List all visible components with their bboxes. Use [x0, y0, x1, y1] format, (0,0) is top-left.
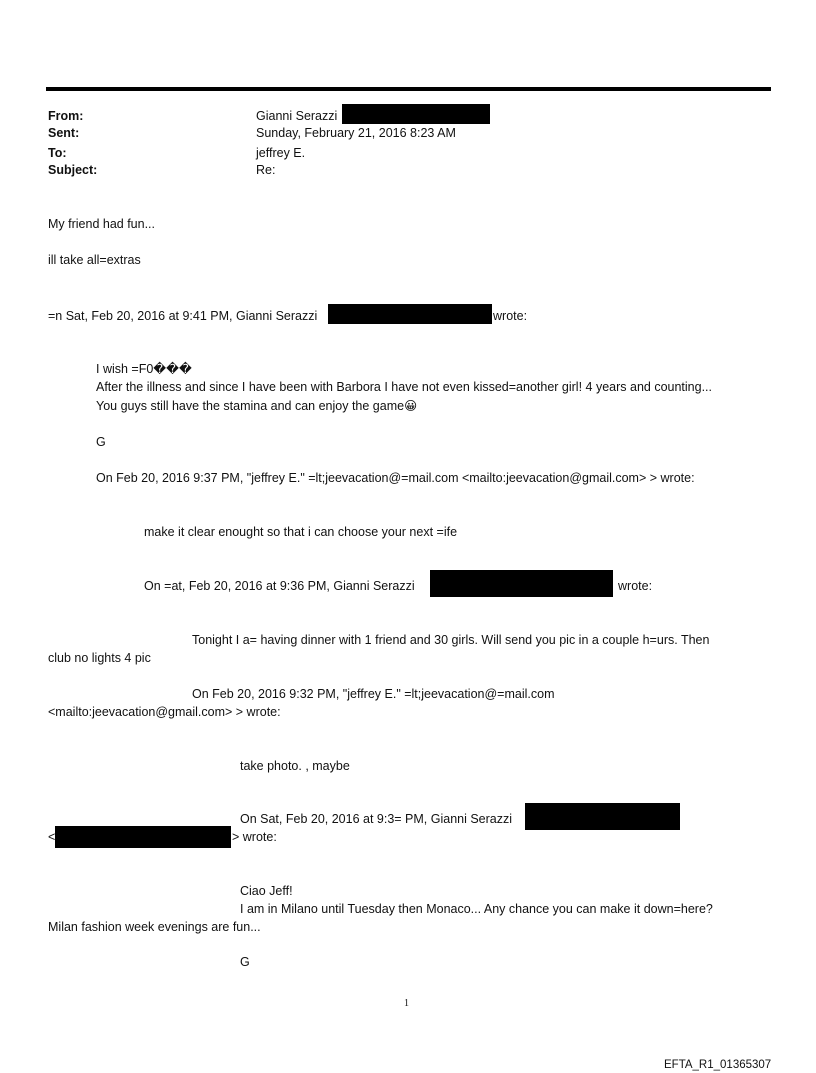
from-value: Gianni Serazzi — [256, 109, 338, 123]
quote-header: On Feb 20, 2016 9:32 PM, "jeffrey E." =lt;jeevacation@=mail.com — [192, 687, 555, 701]
signature: G — [240, 955, 250, 969]
body-line: I am in Milano until Tuesday then Monaco... Any chance you can make it down=here? — [240, 902, 713, 916]
body-line: Tonight I a= having dinner with 1 friend and 30 girls. Will send you pic in a couple h=urs. Then — [192, 633, 710, 647]
body-line: ill take all=extras — [48, 253, 141, 267]
body-line: Milan fashion week evenings are fun... — [48, 920, 261, 934]
quote-header-cont: <mailto:jeevacation@gmail.com> > wrote: — [48, 705, 281, 719]
body-line: My friend had fun... — [48, 217, 156, 231]
redaction-box — [525, 803, 680, 830]
quote-header: On Feb 20, 2016 9:37 PM, "jeffrey E." =lt;jeevacation@=mail.com <mailto:jeevacation@gmail.com> > wrote: — [96, 471, 695, 485]
body-line: I wish =F0��� — [96, 362, 192, 376]
body-line: Ciao Jeff! — [240, 884, 293, 898]
header-rule — [46, 87, 771, 91]
from-label: From: — [48, 109, 84, 123]
body-line: take photo. , maybe — [240, 759, 350, 773]
redaction-box — [328, 304, 492, 324]
subject-label: Subject: — [48, 163, 98, 177]
quote-header: =n Sat, Feb 20, 2016 at 9:41 PM, Gianni Serazzi — [48, 309, 318, 323]
quote-header: On =at, Feb 20, 2016 at 9:36 PM, Gianni Serazzi — [144, 579, 415, 593]
to-label: To: — [48, 146, 67, 160]
redaction-box — [55, 826, 231, 848]
body-line: club no lights 4 pic — [48, 651, 151, 665]
subject-value: Re: — [256, 163, 276, 177]
quote-header-tail: > wrote: — [232, 830, 277, 844]
document-id: EFTA_R1_01365307 — [664, 1059, 772, 1071]
page-number: 1 — [404, 998, 409, 1009]
body-line: You guys still have the stamina and can enjoy the game😀 — [96, 399, 418, 413]
quote-header: On Sat, Feb 20, 2016 at 9:3= PM, Gianni Serazzi — [240, 812, 513, 826]
redaction-box — [430, 570, 613, 597]
quote-header-tail: wrote: — [493, 309, 528, 323]
to-value: jeffrey E. — [256, 146, 306, 160]
sent-value: Sunday, February 21, 2016 8:23 AM — [256, 126, 456, 140]
sent-label: Sent: — [48, 126, 80, 140]
quote-header-lt: < — [48, 830, 56, 844]
redaction-box — [342, 104, 490, 124]
signature: G — [96, 435, 106, 449]
body-line: make it clear enought so that i can choose your next =ife — [144, 525, 458, 539]
body-line: After the illness and since I have been with Barbora I have not even kissed=another girl! 4 years and counting... — [96, 380, 712, 394]
quote-header-tail: wrote: — [618, 579, 653, 593]
